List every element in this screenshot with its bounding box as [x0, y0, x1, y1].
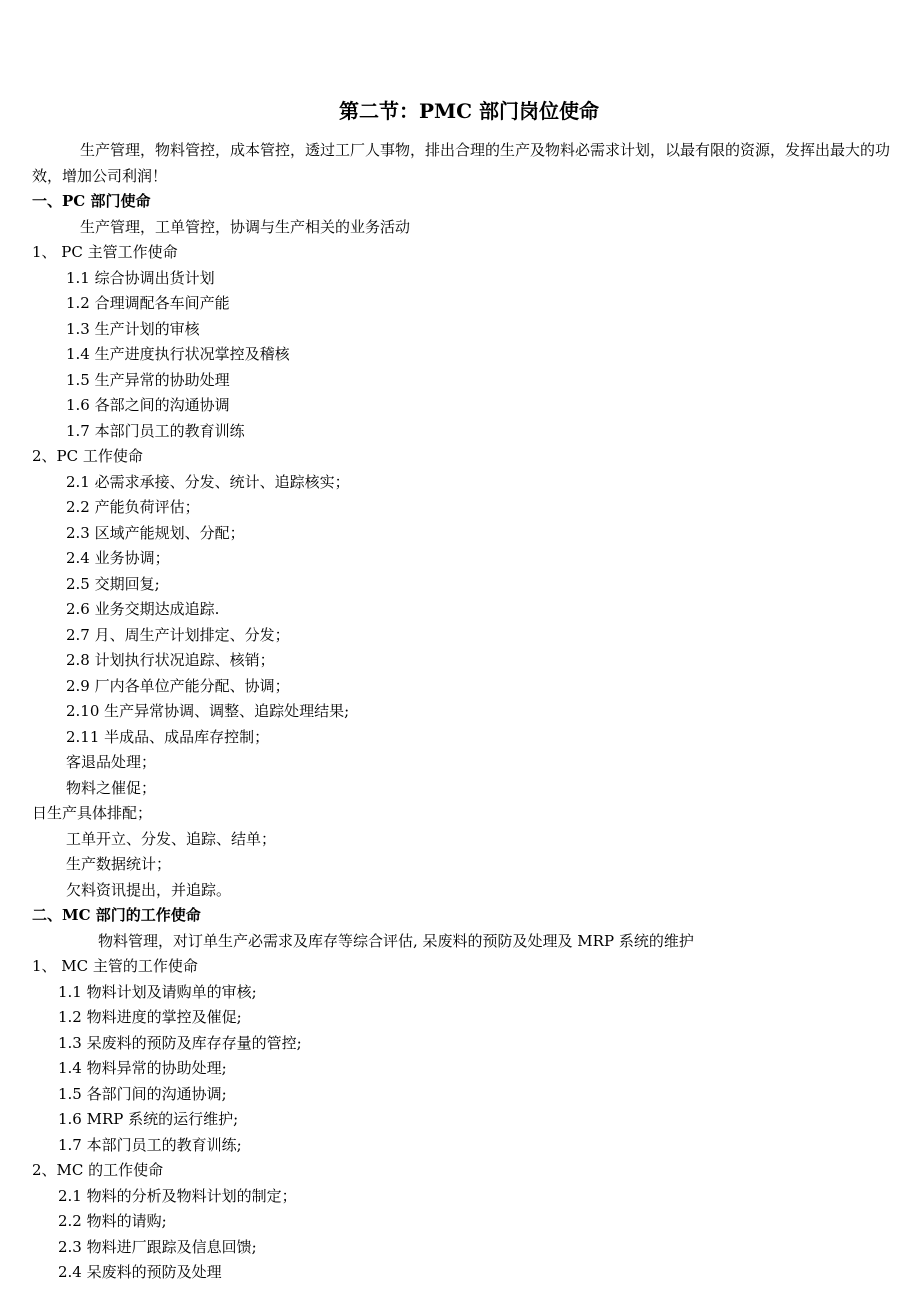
list-item: 2.7 月、周生产计划排定、分发； — [66, 626, 290, 644]
list-item: 2.3 区域产能规划、分配； — [66, 524, 245, 542]
list-item: 2.9 厂内各单位产能分配、协调； — [66, 677, 290, 695]
list-item: 2.4 业务协调； — [66, 549, 170, 567]
pc-daily-heading: 日生产具体排配； — [32, 804, 153, 822]
page-title: 第二节：PMC 部门岗位使命 — [338, 99, 600, 123]
list-item: 1.5 各部门间的沟通协调; — [58, 1085, 227, 1103]
list-item: 2.6 业务交期达成追踪. — [66, 600, 220, 618]
pc-work-heading: 2、PC 工作使命 — [32, 447, 143, 465]
list-item: 2.1 必需求承接、分发、统计、追踪核实； — [66, 473, 350, 491]
list-item: 1.7 本部门员工的教育训练 — [66, 422, 245, 440]
list-item: 生产数据统计； — [66, 855, 172, 873]
mc-work-heading: 2、MC 的工作使命 — [32, 1161, 164, 1179]
list-item: 1.7 本部门员工的教育训练; — [58, 1136, 242, 1154]
list-item: 2.8 计划执行状况追踪、核销； — [66, 651, 275, 669]
list-item: 1.2 合理调配各车间产能 — [66, 294, 230, 312]
list-item: 1.3 生产计划的审核 — [66, 320, 200, 338]
list-item: 1.4 生产进度执行状况掌控及稽核 — [66, 345, 290, 363]
pc-section-description: 生产管理，工单管控，协调与生产相关的业务活动 — [80, 218, 411, 236]
list-item: 2.3 物料进厂跟踪及信息回馈; — [58, 1238, 257, 1256]
list-item: 2.11 半成品、成品库存控制； — [66, 728, 270, 746]
list-item: 1.1 综合协调出货计划 — [66, 269, 215, 287]
list-item: 1.5 生产异常的协助处理 — [66, 371, 230, 389]
list-item: 1.6 MRP 系统的运行维护; — [58, 1110, 239, 1128]
pc-section-heading: 一、PC 部门使命 — [32, 192, 151, 210]
list-item: 1.3 呆废料的预防及库存存量的管控; — [58, 1034, 302, 1052]
list-item: 1.4 物料异常的协助处理; — [58, 1059, 227, 1077]
list-item: 2.5 交期回复; — [66, 575, 160, 593]
list-item: 物料之催促； — [66, 779, 157, 797]
list-item: 1.6 各部之间的沟通协调 — [66, 396, 230, 414]
list-item: 2.10 生产异常协调、调整、追踪处理结果; — [66, 702, 350, 720]
list-item: 2.2 产能负荷评估； — [66, 498, 200, 516]
list-item: 2.4 呆废料的预防及处理 — [58, 1263, 222, 1281]
list-item: 1.1 物料计划及请购单的审核; — [58, 983, 257, 1001]
mc-section-description: 物料管理，对订单生产必需求及库存等综合评估, 呆废料的预防及处理及 MRP 系统的维护 — [98, 932, 694, 950]
list-item: 工单开立、分发、追踪、结单； — [66, 830, 277, 848]
mc-section-heading: 二、MC 部门的工作使命 — [32, 906, 201, 924]
list-item: 客退品处理； — [66, 753, 157, 771]
list-item: 2.2 物料的请购; — [58, 1212, 167, 1230]
mc-supervisor-heading: 1、 MC 主管的工作使命 — [32, 957, 198, 975]
pc-supervisor-heading: 1、 PC 主管工作使命 — [32, 243, 178, 261]
list-item: 1.2 物料进度的掌控及催促; — [58, 1008, 242, 1026]
list-item: 2.1 物料的分析及物料计划的制定； — [58, 1187, 297, 1205]
intro-paragraph: 生产管理，物料管控，成本管控，透过工厂人事物，排出合理的生产及物料必需求计划，以最有限的资源，发挥出最大的功效，增加公司利润！ — [32, 141, 891, 185]
list-item: 欠料资讯提出，并追踪。 — [66, 881, 232, 899]
